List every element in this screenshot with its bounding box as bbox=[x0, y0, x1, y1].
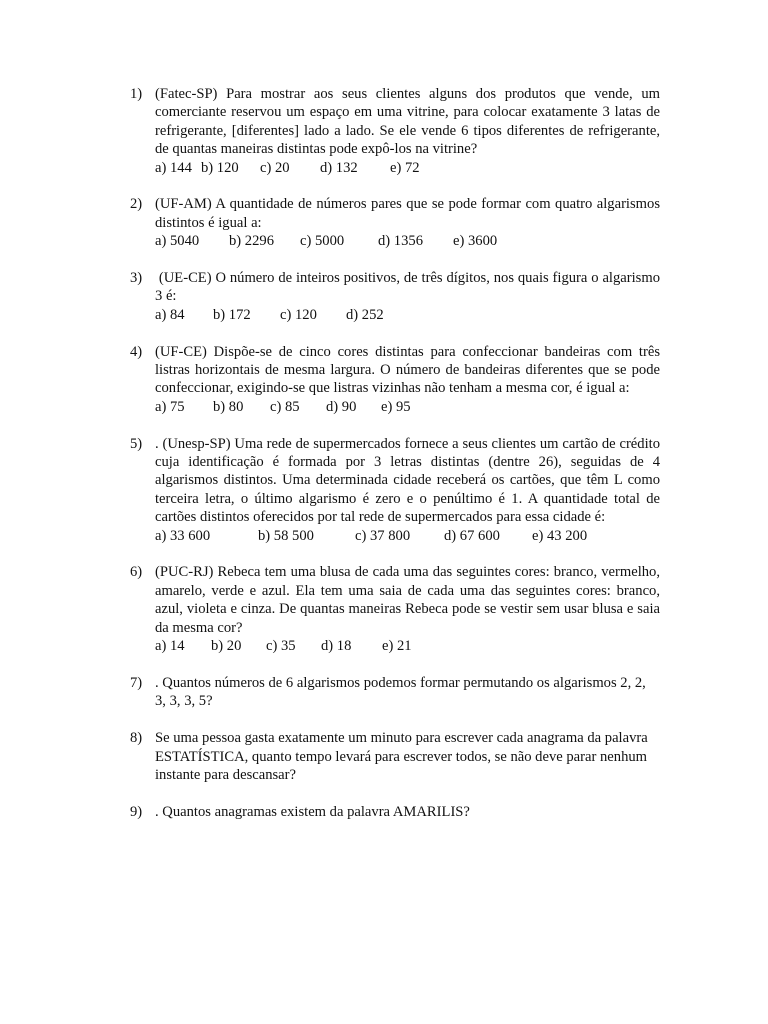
question-number: 5) bbox=[130, 435, 143, 452]
question-4 bbox=[130, 343, 660, 417]
question-number: 7) bbox=[130, 674, 143, 691]
question-text: Se uma pessoa gasta exatamente um minuto para escrever cada anagrama da palavra ESTATÍSTICA, quanto tempo levará para escrever todos, se não deve parar nenhum instante para descansar? bbox=[155, 730, 648, 783]
option-a: a) 14 bbox=[155, 638, 185, 655]
option-d: d) 132 bbox=[320, 159, 358, 176]
option-a: a) 84 bbox=[155, 306, 185, 323]
question-7 bbox=[130, 674, 660, 711]
option-b: b) 20 bbox=[211, 638, 242, 655]
question-number: 3) bbox=[130, 270, 143, 287]
option-c: c) 35 bbox=[266, 638, 296, 655]
answer-options bbox=[155, 306, 660, 324]
question-text: (Fatec-SP) Para mostrar aos seus clientes alguns dos produtos que vende, um comerciante reservou um espaço em uma vitrine, para colocar exatamente 3 latas de refrigerante, [diferentes] lado a lado. Se ele vende 6 tipos diferentes de refrigerante, de quantas maneiras distintas pode expô-los na vitrine? bbox=[155, 86, 660, 158]
answer-options bbox=[155, 637, 660, 655]
answer-options bbox=[155, 159, 660, 177]
question-9 bbox=[130, 803, 660, 821]
option-d: d) 18 bbox=[321, 638, 352, 655]
option-d: d) 90 bbox=[326, 398, 357, 415]
option-d: d) 1356 bbox=[378, 233, 423, 250]
question-number: 6) bbox=[130, 564, 143, 581]
option-c: c) 37 800 bbox=[355, 527, 411, 544]
option-e: e) 95 bbox=[381, 398, 411, 415]
option-a: a) 144 bbox=[155, 159, 192, 176]
option-b: b) 120 bbox=[201, 159, 239, 176]
option-c: c) 120 bbox=[280, 306, 317, 323]
option-c: c) 20 bbox=[260, 159, 290, 176]
answer-options bbox=[155, 527, 660, 545]
question-text: . Quantos anagramas existem da palavra AMARILIS? bbox=[155, 803, 470, 820]
option-e: e) 72 bbox=[390, 159, 420, 176]
option-c: c) 5000 bbox=[300, 233, 345, 250]
question-text: . (Unesp-SP) Uma rede de supermercados fornece a seus clientes um cartão de crédito cuja identificação é formada por 3 letras distintas (dentre 26), seguidas de 4 algarismos distintos. Uma determinada cidade receberá os cartões, que têm L como terceira letra, o último algarismo é zero e o penúltimo é 1. A quantidade total de cartões distintos oferecidos por tal rede de supermercados para essa cidade é: bbox=[155, 435, 660, 526]
answer-options bbox=[155, 398, 660, 416]
option-e: e) 43 200 bbox=[532, 527, 588, 544]
question-number: 9) bbox=[130, 803, 143, 820]
question-text: (UF-CE) Dispõe-se de cinco cores distintas para confeccionar bandeiras com três listras horizontais de mesma largura. O número de bandeiras diferentes que se pode confeccionar, exigindo-se que listras vizinhas não tenham a mesma cor, é igual a: bbox=[155, 343, 660, 397]
option-b: b) 80 bbox=[213, 398, 244, 415]
question-6 bbox=[130, 563, 660, 655]
question-number: 8) bbox=[130, 730, 143, 747]
answer-options bbox=[155, 232, 660, 250]
option-a: a) 75 bbox=[155, 398, 185, 415]
question-text: (PUC-RJ) Rebeca tem uma blusa de cada uma das seguintes cores: branco, vermelho, amarelo, verde e azul. Ela tem uma saia de cada uma das seguintes cores: branco, azul, violeta e cinza. De quantas maneiras Rebeca pode se vestir sem usar blusa e saia da mesma cor? bbox=[155, 564, 660, 636]
question-5 bbox=[130, 435, 660, 545]
question-1 bbox=[130, 85, 660, 177]
option-a: a) 5040 bbox=[155, 233, 200, 250]
option-c: c) 85 bbox=[270, 398, 300, 415]
option-b: b) 2296 bbox=[229, 233, 274, 250]
question-number: 1) bbox=[130, 86, 143, 102]
question-3 bbox=[130, 269, 664, 324]
question-number: 2) bbox=[130, 196, 143, 213]
option-b: b) 58 500 bbox=[258, 527, 314, 544]
question-number: 4) bbox=[130, 343, 143, 360]
option-a: a) 33 600 bbox=[155, 527, 211, 544]
question-2 bbox=[130, 195, 660, 250]
question-text: (UE-CE) O número de inteiros positivos, de três dígitos, nos quais figura o algarismo 3 é: bbox=[155, 270, 664, 305]
question-8 bbox=[130, 729, 660, 784]
option-e: e) 21 bbox=[382, 638, 412, 655]
option-d: d) 252 bbox=[346, 306, 384, 323]
question-list bbox=[130, 85, 664, 840]
question-text: . Quantos números de 6 algarismos podemos formar permutando os algarismos 2, 2, 3, 3, 3, 5? bbox=[155, 674, 646, 710]
option-b: b) 172 bbox=[213, 306, 251, 323]
question-text: (UF-AM) A quantidade de números pares que se pode formar com quatro algarismos distintos é igual a: bbox=[155, 196, 660, 231]
option-d: d) 67 600 bbox=[444, 527, 500, 544]
option-e: e) 3600 bbox=[453, 233, 498, 250]
